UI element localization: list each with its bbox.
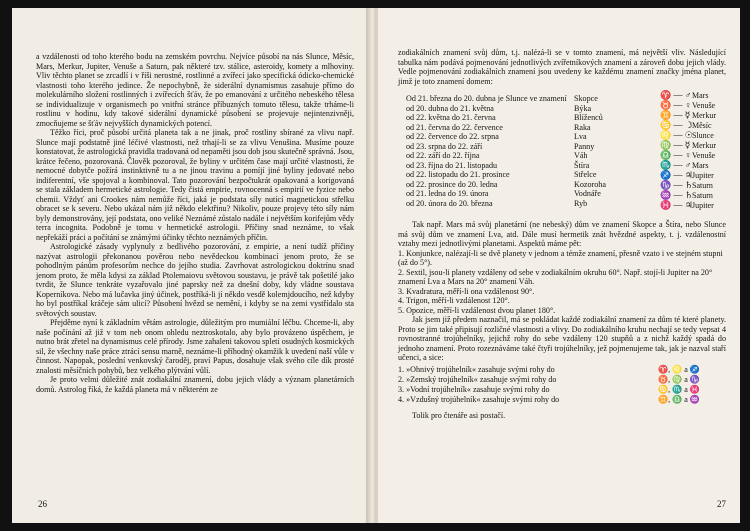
aspect-item: 1. Konjunkce, nalézají-li se dvě planety v jednom a témže znamení, přesně vzato i ve stejném stupni (až do 5°). [398,248,723,267]
trigon-item: 2. »Zemský trojúhelník« zasahuje svými rohy do ♉, ♍ a ♑ [398,374,700,384]
zodiac-row: od 22. prosince do 20. ledna Kozoroha [406,179,606,189]
zodiac-row: od 20. února do 20. března Ryb [406,198,588,208]
left-paragraph-5: Je proto velmi důležité znát zodiakální znamení, dobu jejich vlády a význam planetárních domů. Astrolog říká, že každá planeta má v některém ze [36,375,354,394]
left-page [12,8,370,523]
planet-symbol: ♌ — ☉Slunce [660,130,714,140]
planet-symbol: ♍ — ☿ Merkur [660,140,716,150]
zodiac-row: od 21. ledna do 19. února Vodnáře [406,189,601,198]
planet-symbol: ♏ — ♂Mars [660,160,709,170]
page-number-right: 27 [717,499,726,509]
left-paragraph-2: Těžko říci, proč působí určitá planeta tak a ne jinak, proč rostliny sbírané za vlivu např. Slunce mají podstatně jiné léčivé vlastnosti, než trhají-li se za vlivu Venušina. Musíme pouze konstatovat, že astrologická pravidla tradovaná od nepaměti jsou dob jsou skutečně správná. Jsou, krátce řečeno, pozorovaná. Člověk pozoroval, že byliny v určitém čase mají určité vlastnosti, že nemocné dobytče požírá instinktivně tu a ne jinou travinu a pomíjí jiné byliny jedovaté nebo indiferentní, vše spojoval a kombinoval. Tato pozorování bezpočtukrát opakovaná a korigovaná se stala základem hermetické astrologie. Tedy čistá empirie, rovnocenná s empirií ve fyzice nebo chemii. Vždyť ani Crookes nám nemůže říci, jaká je podstata síly nutící magnetickou střelku obracet se k severu. Nebo ukázal nám již někdo elektřinu? Nikoliv, pouze projevy této síly nám byly demonstrovány, její podstata, ono veliké Neznámé zůstalo nadále i největším korifejům vědy terra incognita. Podobně je tomu v hermetické astrologii. Příčiny snad neznáme, to však nepřekáží práci a počítání se známými účinky těchto neznámých příčin. [36,128,354,242]
aspect-item: 2. Sextil, jsou-li planety vzdáleny od sebe v zodiakálním okruhu 60°. Např. stojí-li Jupiter na 20° znamení Lva a Mars na 20° znamení Váh. [398,267,713,286]
zodiac-table [398,90,726,214]
zodiac-row: od 22. září do 22. října Váh [406,151,588,160]
right-intro: zodiakálních znamení svůj dům, t.j. nalézá-li se v tomto znamení, má největší vliv. Následující tabulka nám podává pojmenování jednotlivých zvířetníkových znamení a zároveň dobu jejich vlády. Vedle pojmenování zodiakálních znamení jsou uvedeny ke každému znamení značky jména planet, jimž je toto znamení domem: [398,48,726,86]
zodiac-row: od 22. května do 21. června Blíženců [406,113,603,122]
zodiac-row: Od 21. března do 20. dubna je Slunce ve znamení Skopce [406,94,598,103]
planet-symbol: ♈ — ♂Mars [660,90,709,100]
trigon-item: 3. »Vodní trojúhelník« zasahuje svými rohy do ♋, ♏ a ♓ [398,384,700,394]
zodiac-row: od 22. července do 22. srpna Lva [406,132,587,141]
planet-symbol: ♒ — ♄Saturn [660,190,713,200]
left-paragraph-1: a vzdálenosti od toho kterého bodu na zemském povrchu. Nejvíce působí na nás Slunce, Měsíc, Mars, Merkur, Jupiter, Venuše a Saturn, pak některé tzv. stálice, asteroidy, komety a mlhoviny. Vliv těchto planet se zrcadlí i v říši nerostné, rostlinné a zvířecí jako specifická ódicko-chemické vlastnosti toho kterého jedince. Že nepochybně, že siderální dynamismus zasahuje přímo do molekulárního složení rostlinných i zvířecích šťáv, že po emanování z určitého nebeského tělesa se individualizuje v organismech po vnitřní stránce příbuzných tomuto tělesu, takže trháme-li rostlinu v hodinu, kdy takové siderální dynamické působení se projevuje nejintenzivněji, zmocňujeme se šťáv nejvyšších dynamických potencí. [36,52,354,128]
aspect-item: 5. Opozice, měří-li vzdálenost dvou planet 180°. [398,305,556,315]
planet-symbol: ♐ — ♃Jupiter [660,170,714,180]
aspect-item: 4. Trigon, měří-li vzdálenost 120°. [398,296,510,305]
zodiac-row: od 23. října do 21. listopadu Štíra [406,160,590,170]
aspects-intro: Tak např. Mars má svůj planetární (ne nebeský) dům ve znamení Skopce a Štíra, nebo Slunce má svůj dům ve znamení Lva, atd. Dále musí hermetik znát hvězdné aspekty, t. j. vzdálenostní vztahy mezi jednotlivými planetami. Aspektů máme pět: [398,220,726,248]
planet-symbol: ♓ — ♃Jupiter [660,200,714,210]
aspect-item: 3. Kvadratura, měří-li ona vzdálenost 90°. [398,286,535,296]
left-paragraph-3: Astrologické zásady vyplynuly z bedlivého pozorování, z empirie, a není tudíž příčiny nazývat astrologii překonanou pověrou nebo nevědeckou kombinací jenom proto, že se pohodlným pánům profesorům nechce do jejího studia. Zavrhovat astrologickou doktrínu snad jenom proto, že měla kdysi za základ Ptolemaiovu světovou soustavu, je právě tak pošetilé jako tvrdit, že Slunce tenkráte vyzařovalo jiné paprsky než za dnešní doby, kdy vládne soustava Koperníkova. Nebo má lučavka jiný účinek, postříká-li jí někdo vesdě kolemjdoucího, než kdyby ho byl postříkal kráčeje sám ulicí? Působení hvězd se nemění, i kdyby se na zemi vystřídalo sta světových soustav. [36,242,354,318]
planet-symbol: ♊ — ☿ Merkur [660,110,716,120]
left-paragraph-4: Přejděme nyní k základním větám astrologie, důležitým pro mumiální léčbu. Chceme-li, aby naše počínání až již v tom neb onom ohledu neztroskotalo, aby bylo provázeno úspěchem, je nutno brát zřetel na dynamismus celé přírody. Jsme zahaleni takovou spletí osudných kosmických sil, že všechny naše práce ztrácí sensu marně, neznáme-li příhodný okamžik k uvedení naší vůle v činnost. Napopak, poslední venkovský čaroděj, praví Papus, dosahuje však svého cíle dík prosté znalosti měsíčních pohybů, bez velkého plýtvání vůlí. [36,318,354,375]
closing-line: Tolik pro čtenáře asi postačí. [412,410,506,420]
right-page [378,8,740,523]
zodiac-row: od 22. listopadu do 21. prosince Střelce [406,170,597,179]
zodiac-row: od 21. června do 22. července Raka [406,122,591,132]
planet-symbol: ♉ — ♀Venuše [660,100,716,110]
trigon-item: 4. »Vzdušný trojúhelník« zasahuje svými rohy do ♊, ♎ a ♒ [398,394,700,404]
zodiac-row: od 20. dubna do 21. května Býka [406,103,592,113]
planet-symbol: ♋ — ☽Měsíc [660,120,712,130]
trigon-item: 1. »Ohnivý trojúhelník« zasahuje svými rohy do ♈, ♌ a ♐ [398,364,700,374]
trigon-list [398,365,726,407]
page-number-left: 26 [38,499,47,509]
planet-symbol: ♎ — ♀Venuše [660,150,716,160]
trigon-intro: Jak jsem již předem naznačil, má se pokládat každé zodiakální znamení za dům té které planety. Proto se jim také připisují rozličné vlastnosti a vlivy. Do zodiakálního kruhu nechají se tedy vepsat 4 rovnostranné trojúhelníky, jejichž rohy do sebe vzdáleny 120 stupňů a z nichž každý spadá do jednoho znamení. Proto rozeznáváme také čtyři trojúhelníky, jež pojmenujeme tak, jak je nazval staří učenci, a sice: [398,315,726,362]
zodiac-row: od 23. srpna do 22. září Panny [406,141,595,151]
planet-symbol: ♑ — ♄Saturn [660,180,713,190]
